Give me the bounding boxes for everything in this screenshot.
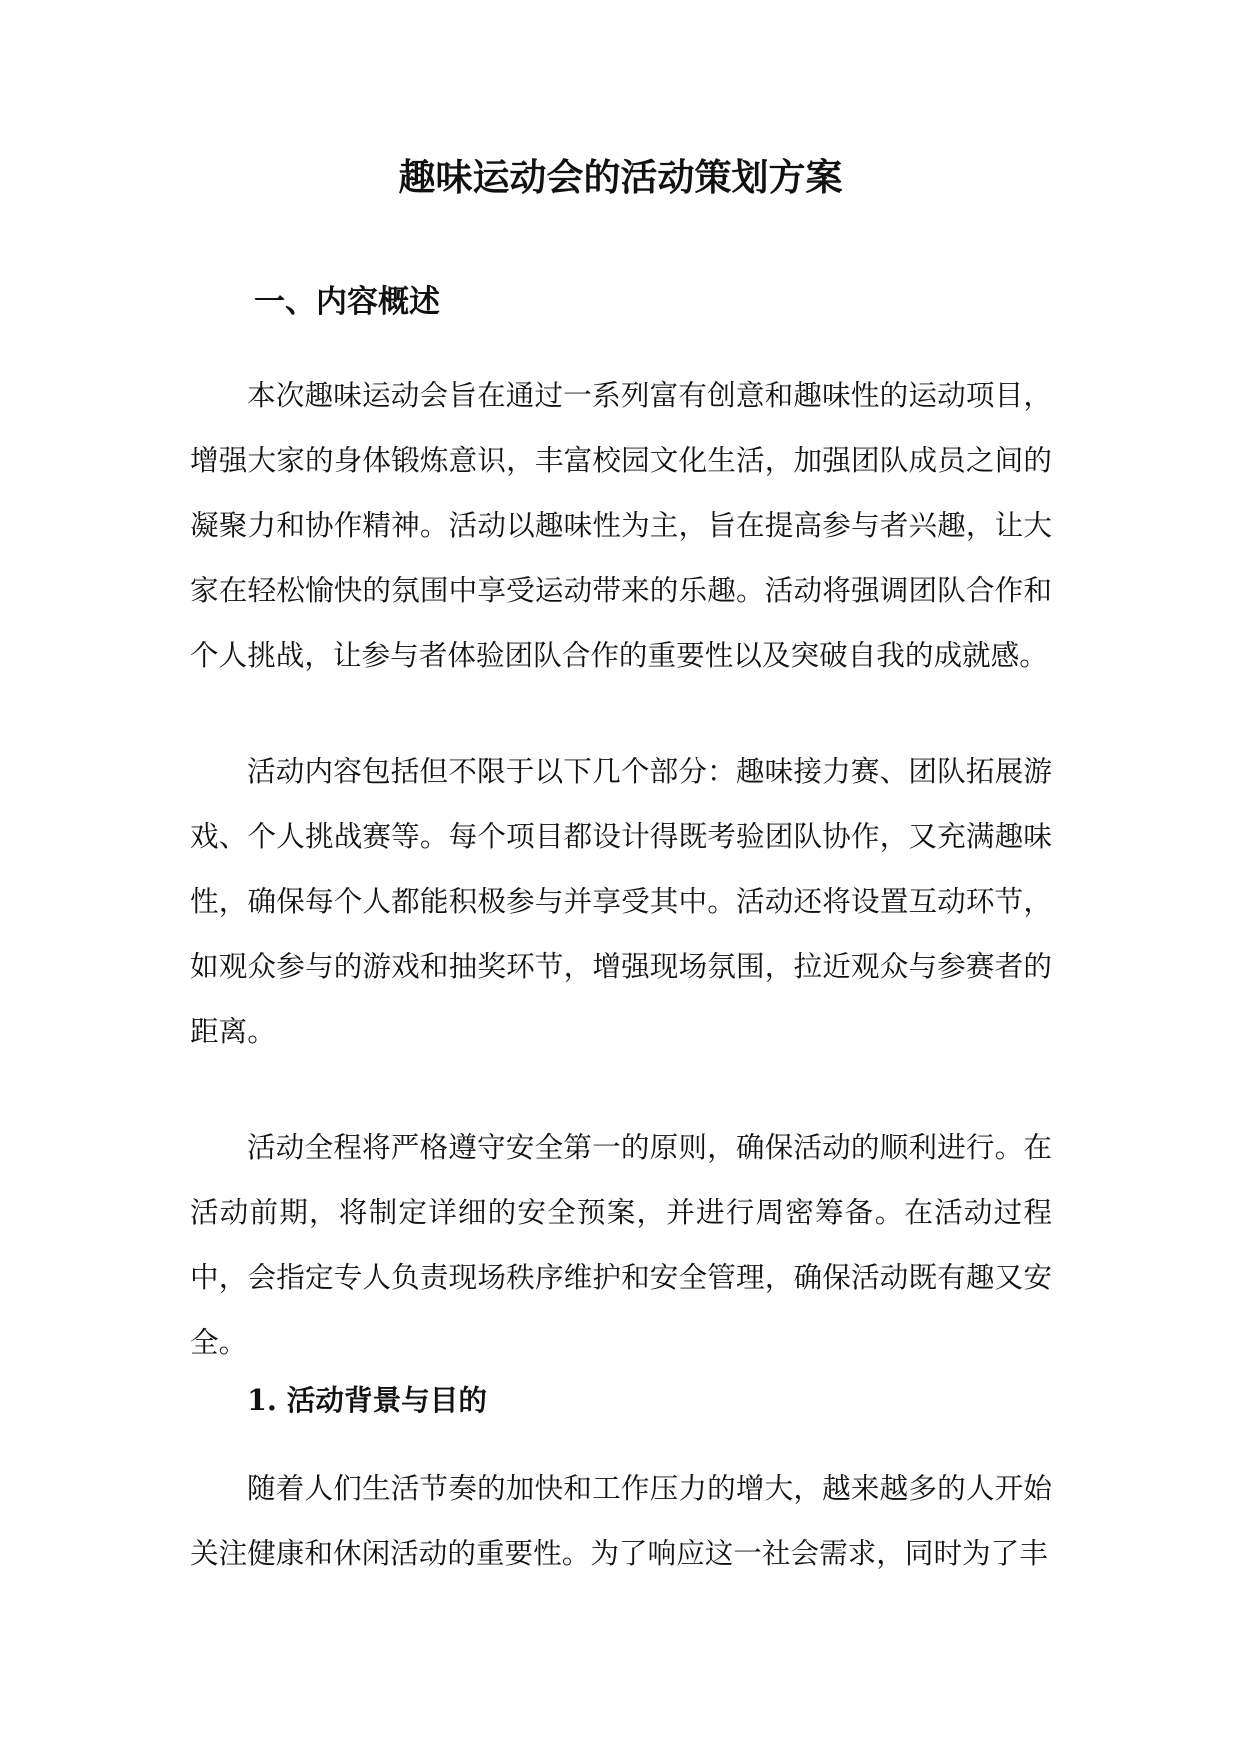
paragraph-overview-2: 活动内容包括但不限于以下几个部分：趣味接力赛、团队拓展游戏、个人挑战赛等。每个项目都设计得既考验团队协作，又充满趣味性，确保每个人都能积极参与并享受其中。活动还将设置互动环节，如观众参与的游戏和抽奖环节，增强现场氛围，拉近观众与参赛者的距离。	[190, 754, 1052, 1048]
paragraph-background-1: 随着人们生活节奏的加快和工作压力的增大，越来越多的人开始关注健康和休闲活动的重要性。为了响应这一社会需求，同时为了丰	[190, 1471, 1052, 1570]
paragraph-overview-1: 本次趣味运动会旨在通过一系列富有创意和趣味性的运动项目，增强大家的身体锻炼意识，丰富校园文化生活，加强团队成员之间的凝聚力和协作精神。活动以趣味性为主，旨在提高参与者兴趣，让大家在轻松愉快的氛围中享受运动带来的乐趣。活动将强调团队合作和个人挑战，让参与者体验团队合作的重要性以及突破自我的成就感。	[190, 378, 1052, 672]
subsection-heading-background: 1. 活动背景与目的	[247, 1383, 487, 1417]
paragraph-overview-3: 活动全程将严格遵守安全第一的原则，确保活动的顺利进行。在活动前期，将制定详细的安全预案，并进行周密筹备。在活动过程中，会指定专人负责现场秩序维护和安全管理，确保活动既有趣又安全。	[190, 1130, 1052, 1359]
section-heading-overview: 一、内容概述	[254, 284, 440, 320]
document-title: 趣味运动会的活动策划方案	[398, 155, 843, 199]
